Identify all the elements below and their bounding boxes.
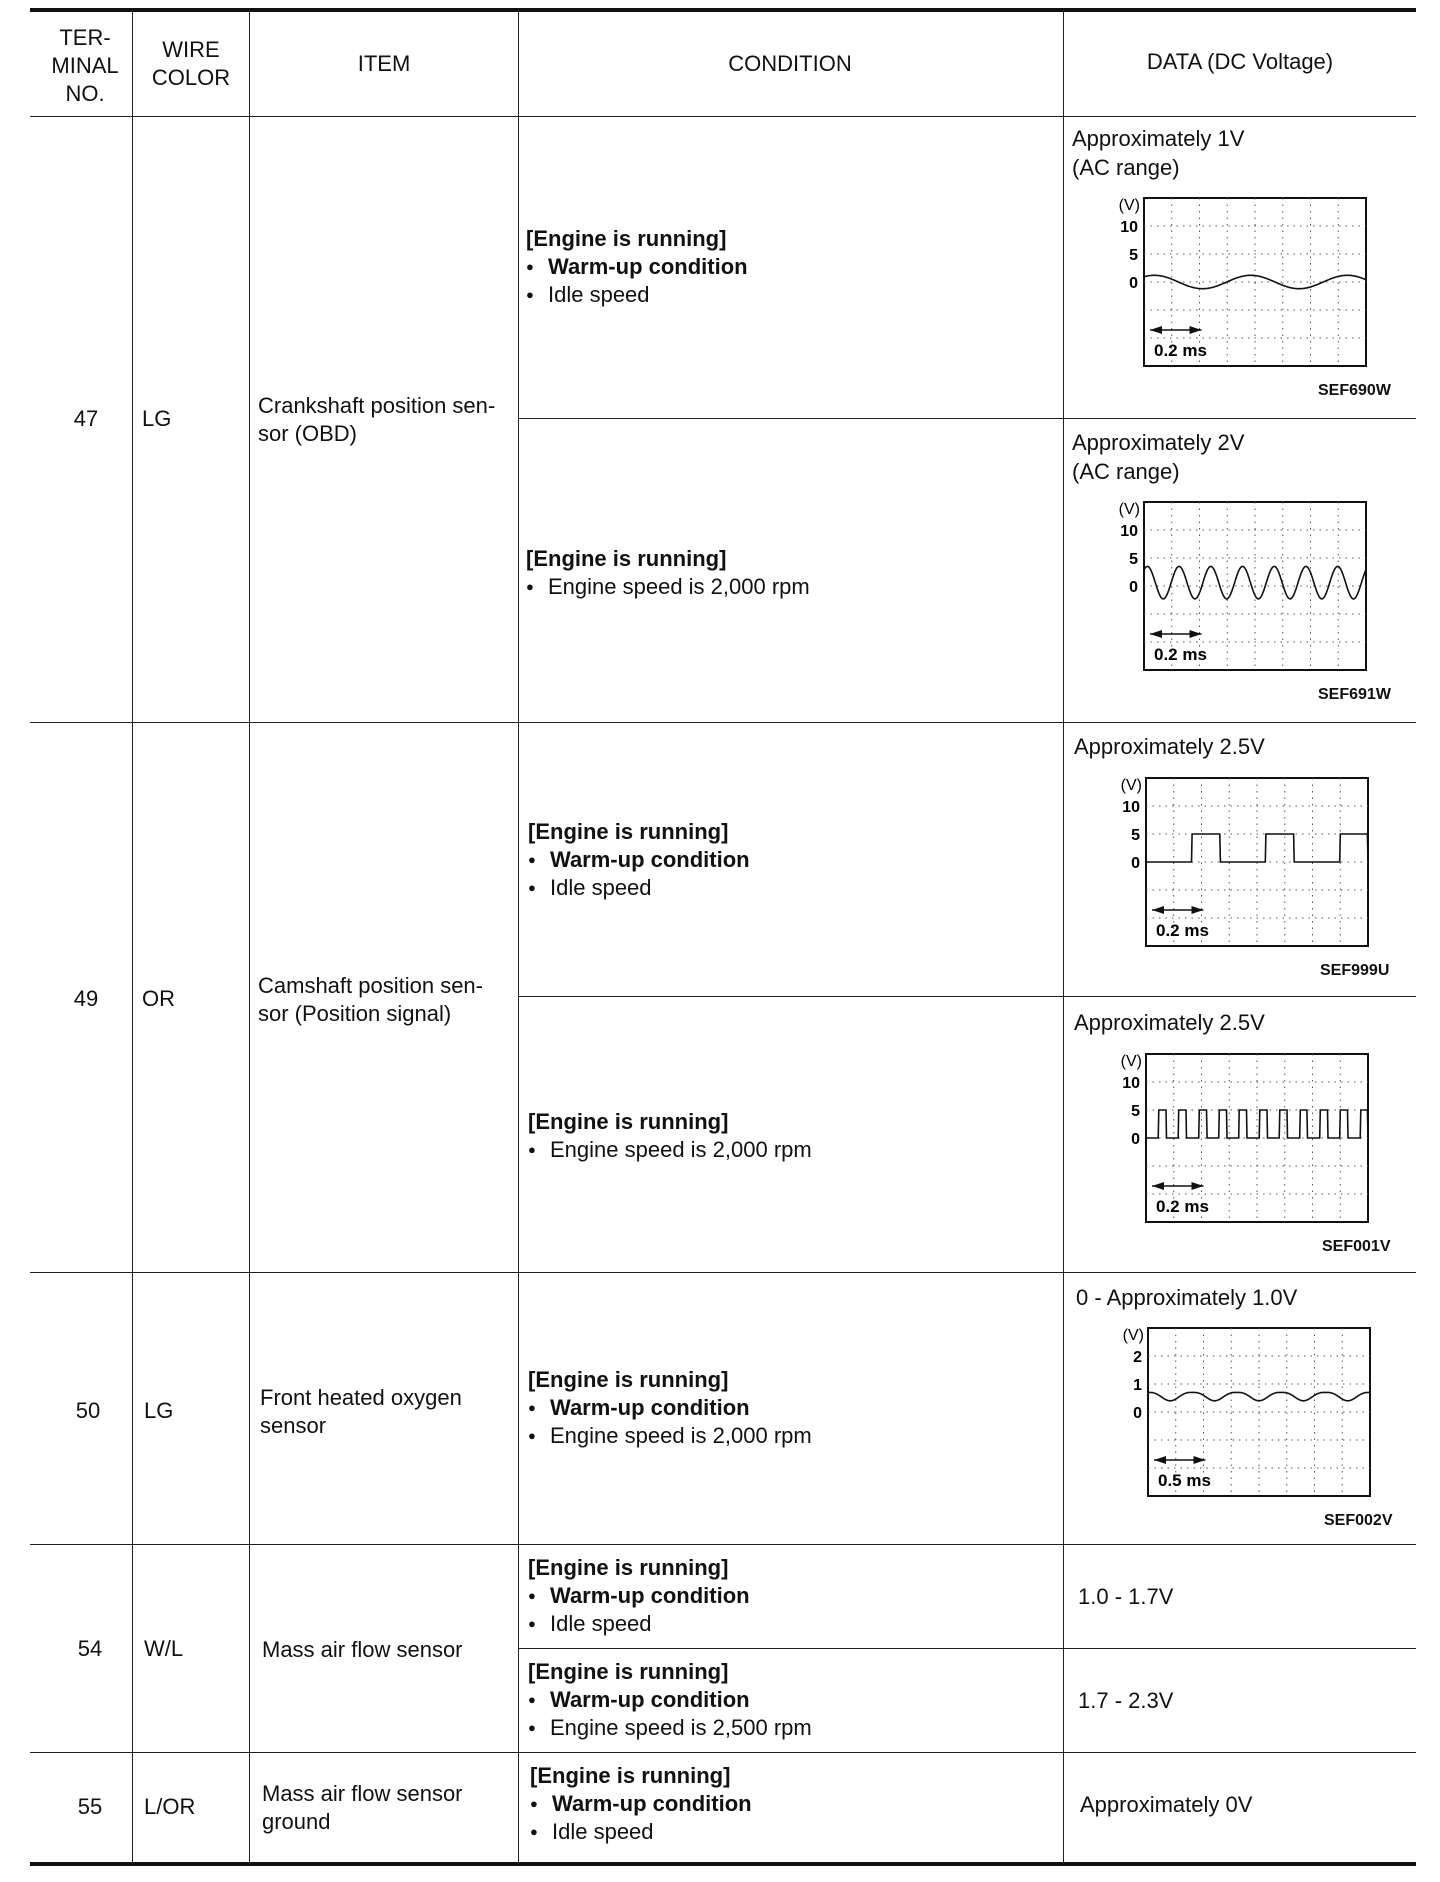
axis-tick-label: 0 (1131, 1131, 1140, 1148)
timebase-label: 0.2 ms (1154, 645, 1207, 664)
terminal-number: 55 (77, 1794, 103, 1819)
data-value: 1.7 - 2.3V (1078, 1688, 1174, 1713)
oscilloscope-waveform (1100, 192, 1380, 372)
row-divider (30, 722, 1416, 723)
condition-bullet: ● Warm-up condition (530, 1790, 752, 1818)
condition-title: [Engine is running] (526, 546, 727, 571)
wire-color: OR (142, 986, 175, 1011)
condition-title: [Engine is running] (528, 1555, 729, 1580)
data-value: 0 - Approximately 1.0V (1076, 1285, 1298, 1310)
data-value: Approximately 2.5V (1074, 1010, 1265, 1035)
condition-cell (528, 818, 750, 902)
terminal-number: 47 (73, 406, 99, 431)
axis-unit: (V) (1118, 197, 1140, 214)
axis-tick-label: 2 (1133, 1349, 1142, 1366)
wire-color: L/OR (144, 1794, 196, 1819)
data-value: 1.0 - 1.7V (1078, 1584, 1174, 1609)
figure-code: SEF002V (1324, 1512, 1393, 1529)
condition-cell (530, 1762, 752, 1846)
subrow-divider (518, 996, 1416, 997)
axis-tick-label: 0 (1131, 855, 1140, 872)
axis-tick-label: 5 (1129, 551, 1138, 568)
condition-bullet: ● Idle speed (528, 874, 750, 902)
figure-code: SEF690W (1318, 382, 1391, 399)
condition-cell (526, 545, 810, 601)
condition-bullet: ● Engine speed is 2,000 rpm (526, 573, 810, 601)
axis-tick-label: 0 (1129, 579, 1138, 596)
axis-unit: (V) (1120, 777, 1142, 794)
axis-tick-label: 5 (1131, 1103, 1140, 1120)
condition-cell (528, 1108, 812, 1164)
condition-bullet: ● Engine speed is 2,000 rpm (528, 1422, 812, 1450)
subrow-divider (518, 1648, 1416, 1649)
condition-bullet: ● Engine speed is 2,000 rpm (528, 1136, 812, 1164)
item-name: Mass air flow sensor ground (262, 1781, 463, 1834)
data-value: Approximately 2.5V (1074, 734, 1265, 759)
condition-cell (526, 225, 748, 309)
condition-title: [Engine is running] (530, 1763, 731, 1788)
condition-title: [Engine is running] (528, 1109, 729, 1134)
row-divider (30, 1272, 1416, 1273)
condition-title: [Engine is running] (528, 819, 729, 844)
oscilloscope-waveform (1102, 772, 1382, 952)
row-divider (30, 1752, 1416, 1753)
item-name: Front heated oxygen sensor (260, 1385, 462, 1438)
terminal-number: 50 (75, 1398, 101, 1423)
terminal-number: 54 (77, 1636, 103, 1661)
condition-bullet: ● Warm-up condition (528, 1394, 812, 1422)
condition-cell (528, 1554, 750, 1638)
axis-tick-label: 1 (1133, 1377, 1142, 1394)
header-wire-color: WIRE COLOR (151, 37, 231, 90)
axis-unit: (V) (1122, 1327, 1144, 1344)
axis-tick-label: 5 (1131, 827, 1140, 844)
item-name: Camshaft position sen- sor (Position signal) (258, 973, 483, 1026)
header-item: ITEM (357, 51, 411, 76)
condition-bullet: ● Warm-up condition (526, 253, 748, 281)
timebase-label: 0.2 ms (1154, 341, 1207, 360)
data-value: Approximately 1V (AC range) (1072, 126, 1245, 180)
axis-tick-label: 10 (1120, 523, 1138, 540)
condition-cell (528, 1366, 812, 1450)
subrow-divider (518, 418, 1416, 419)
condition-bullet: ● Warm-up condition (528, 1582, 750, 1610)
bottom-border (30, 1862, 1416, 1866)
axis-unit: (V) (1118, 501, 1140, 518)
condition-title: [Engine is running] (528, 1659, 729, 1684)
figure-code: SEF999U (1320, 962, 1390, 979)
wire-color: LG (142, 406, 172, 431)
header-data: DATA (DC Voltage) (1146, 49, 1334, 74)
oscilloscope-waveform (1104, 1322, 1384, 1502)
col-divider (249, 10, 250, 1864)
axis-tick-label: 10 (1122, 799, 1140, 816)
axis-tick-label: 0 (1129, 275, 1138, 292)
condition-bullet: ● Warm-up condition (528, 846, 750, 874)
item-name: Mass air flow sensor (262, 1637, 463, 1662)
figure-code: SEF001V (1322, 1238, 1391, 1255)
header-terminal-no: TER- MINAL NO. (51, 25, 119, 106)
condition-bullet: ● Idle speed (526, 281, 748, 309)
wire-color: LG (144, 1398, 174, 1423)
data-value: Approximately 2V (AC range) (1072, 430, 1245, 484)
wire-color: W/L (144, 1636, 184, 1661)
data-value: Approximately 0V (1080, 1792, 1253, 1817)
item-name: Crankshaft position sen- sor (OBD) (258, 393, 496, 446)
axis-tick-label: 10 (1122, 1075, 1140, 1092)
oscilloscope-waveform (1102, 1048, 1382, 1228)
condition-bullet: ● Warm-up condition (528, 1686, 812, 1714)
col-divider (518, 10, 519, 1864)
condition-title: [Engine is running] (528, 1367, 729, 1392)
oscilloscope-waveform (1100, 496, 1380, 676)
condition-bullet: ● Engine speed is 2,500 rpm (528, 1714, 812, 1742)
condition-cell (528, 1658, 812, 1742)
condition-bullet: ● Idle speed (530, 1818, 752, 1846)
axis-tick-label: 0 (1133, 1405, 1142, 1422)
condition-bullet: ● Idle speed (528, 1610, 750, 1638)
timebase-label: 0.5 ms (1158, 1471, 1211, 1490)
axis-unit: (V) (1120, 1053, 1142, 1070)
header-condition: CONDITION (728, 51, 852, 76)
timebase-label: 0.2 ms (1156, 921, 1209, 940)
header-divider (30, 116, 1416, 117)
axis-tick-label: 5 (1129, 247, 1138, 264)
axis-tick-label: 10 (1120, 219, 1138, 236)
timebase-label: 0.2 ms (1156, 1197, 1209, 1216)
col-divider (132, 10, 133, 1864)
row-divider (30, 1544, 1416, 1545)
condition-title: [Engine is running] (526, 226, 727, 251)
figure-code: SEF691W (1318, 686, 1391, 703)
top-border (30, 8, 1416, 12)
col-divider (1063, 10, 1064, 1864)
terminal-number: 49 (73, 986, 99, 1011)
